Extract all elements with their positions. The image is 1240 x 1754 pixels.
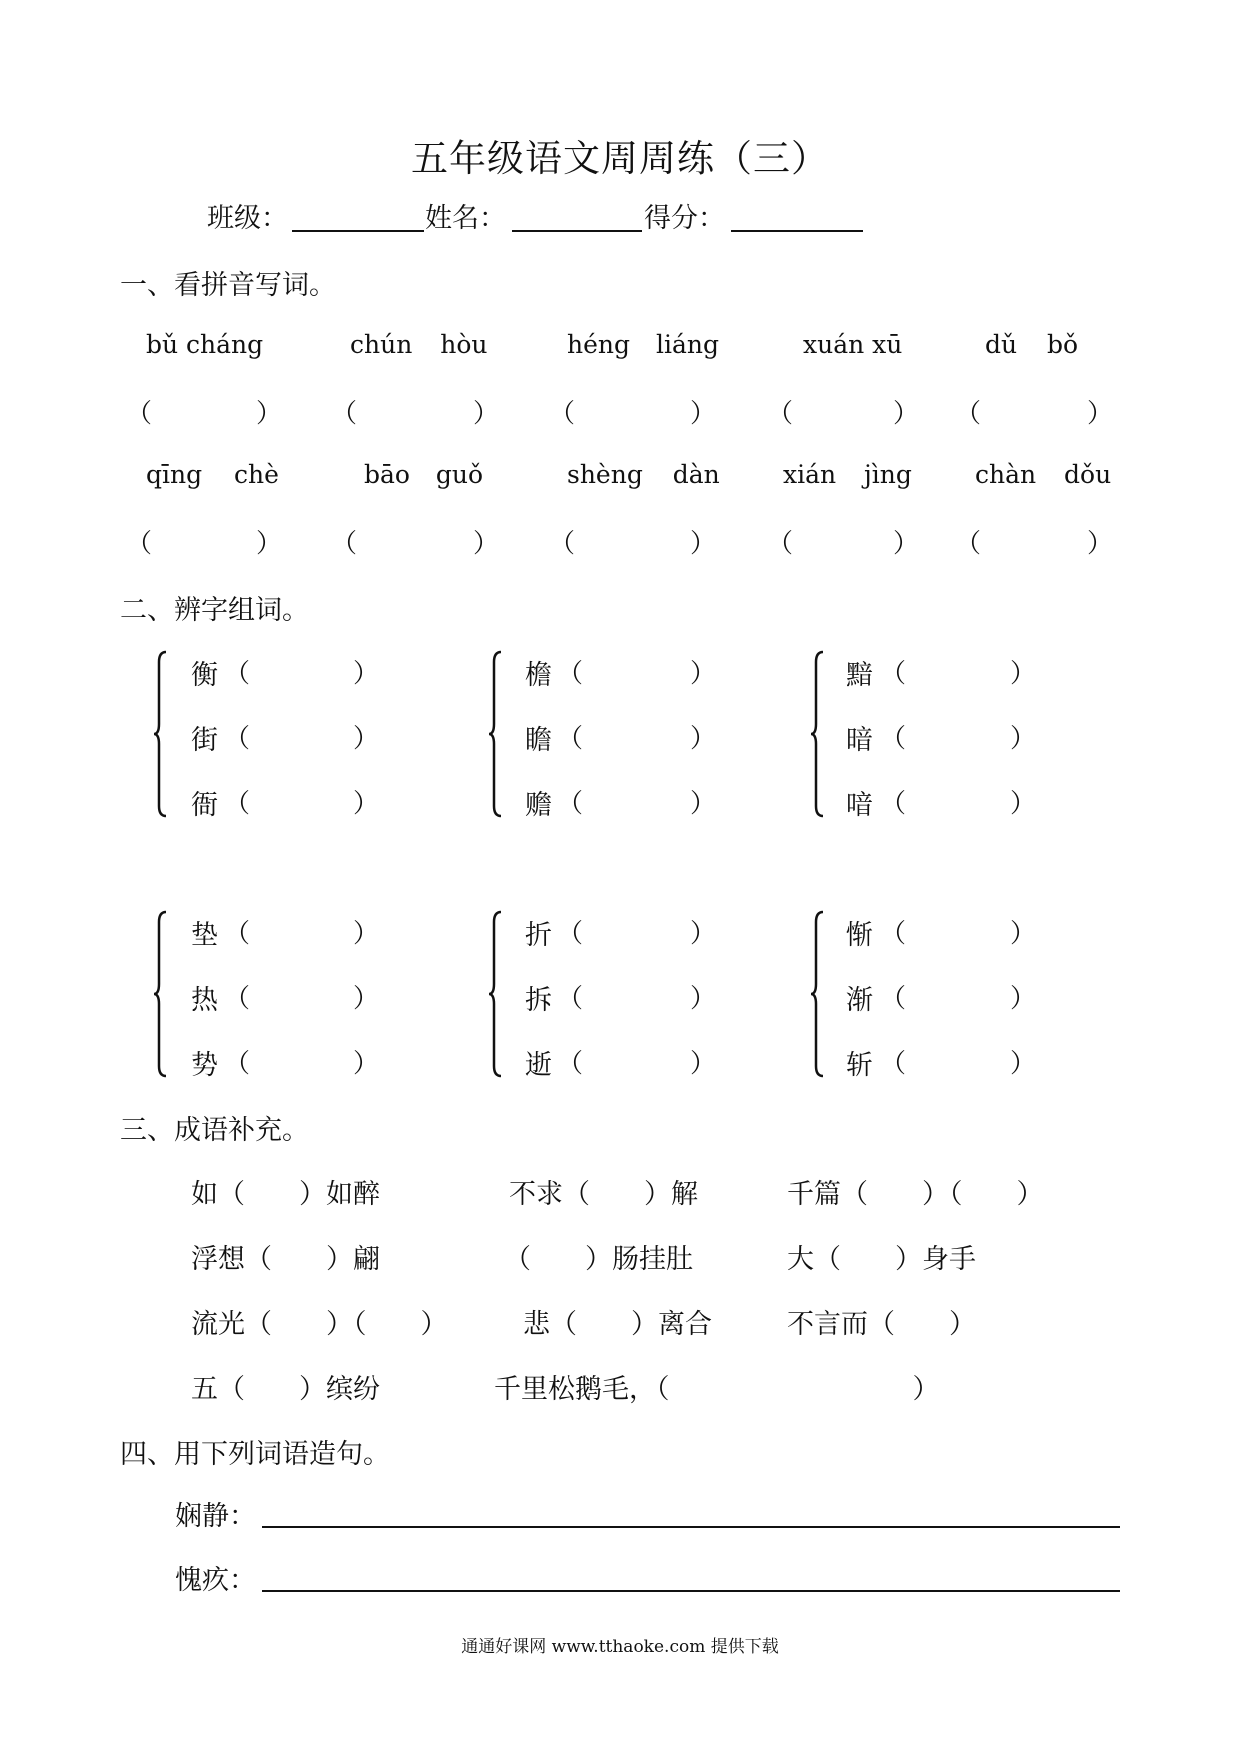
- score-label: 得分：: [644, 203, 725, 234]
- group-char: 渐: [846, 985, 873, 1016]
- brace-icon: [153, 650, 167, 818]
- answer-blank[interactable]: [585, 518, 685, 556]
- close-paren: ）: [256, 529, 283, 559]
- open-paren: （: [955, 399, 982, 429]
- open-paren: （: [880, 984, 907, 1014]
- close-paren: ）: [1087, 529, 1114, 559]
- answer-blank[interactable]: [803, 388, 891, 426]
- idiom-item[interactable]: 浮想（ ）翩: [191, 1244, 380, 1275]
- pinyin-item: chún hòu: [350, 330, 488, 359]
- section-4-heading: 四、用下列词语造句。: [120, 1439, 390, 1470]
- close-paren: ）: [690, 529, 717, 559]
- idiom-item[interactable]: 流光（ ）（ ）: [191, 1309, 448, 1340]
- open-paren: （: [224, 1049, 251, 1079]
- open-paren: （: [557, 724, 584, 754]
- group-char: 拆: [525, 985, 552, 1016]
- answer-blank[interactable]: [991, 518, 1083, 556]
- footer-text: 通通好课网 www.tthaoke.com 提供下载: [461, 1637, 779, 1657]
- answer-blank[interactable]: [991, 388, 1083, 426]
- group-char: 喑: [846, 790, 873, 821]
- close-paren: ）: [473, 399, 500, 429]
- score-underline: [731, 230, 863, 232]
- section-1-heading: 一、看拼音写词。: [120, 270, 336, 301]
- close-paren: ）: [256, 399, 283, 429]
- open-paren: （: [767, 399, 794, 429]
- group-char: 赡: [525, 790, 552, 821]
- answer-blank[interactable]: [803, 518, 891, 556]
- pinyin-item: bǔ cháng: [146, 330, 264, 359]
- group-char: 热: [191, 985, 218, 1016]
- idiom-item[interactable]: 五（ ）缤纷: [191, 1374, 380, 1405]
- idiom-item[interactable]: （ ）肠挂肚: [504, 1244, 693, 1275]
- idiom-item[interactable]: 不求（ ）解: [509, 1179, 698, 1210]
- open-paren: （: [557, 659, 584, 689]
- brace-icon: [153, 910, 167, 1078]
- name-underline: [512, 230, 642, 232]
- answer-blank[interactable]: [162, 518, 252, 556]
- group-char: 瞻: [525, 725, 552, 756]
- pinyin-item: xuán xū: [803, 330, 903, 359]
- open-paren: （: [126, 399, 153, 429]
- open-paren: （: [557, 1049, 584, 1079]
- pinyin-item: xián jìng: [783, 460, 912, 489]
- close-paren: ）: [353, 724, 380, 754]
- idiom-item[interactable]: 悲（ ）离合: [523, 1309, 712, 1340]
- open-paren: （: [549, 529, 576, 559]
- sentence-line-1[interactable]: [262, 1526, 1120, 1528]
- close-paren: ）: [690, 919, 717, 949]
- close-paren: ）: [690, 984, 717, 1014]
- close-paren: ）: [1010, 919, 1037, 949]
- open-paren: （: [331, 529, 358, 559]
- open-paren: （: [557, 984, 584, 1014]
- open-paren: （: [557, 919, 584, 949]
- answer-blank[interactable]: [585, 388, 685, 426]
- open-paren: （: [549, 399, 576, 429]
- open-paren: （: [224, 789, 251, 819]
- open-paren: （: [224, 724, 251, 754]
- open-paren: （: [126, 529, 153, 559]
- open-paren: （: [224, 919, 251, 949]
- brace-icon: [488, 650, 502, 818]
- idiom-item[interactable]: 不言而（ ）: [787, 1309, 976, 1340]
- idiom-item[interactable]: 大（ ）身手: [787, 1244, 976, 1275]
- sentence-word-2: 愧疚：: [175, 1565, 256, 1596]
- brace-icon: [488, 910, 502, 1078]
- sentence-line-2[interactable]: [262, 1590, 1120, 1592]
- brace-icon: [810, 910, 824, 1078]
- open-paren: （: [224, 659, 251, 689]
- section-2-heading: 二、辨字组词。: [120, 595, 309, 626]
- pinyin-item: chàn dǒu: [975, 460, 1112, 489]
- close-paren: ）: [893, 399, 920, 429]
- answer-blank[interactable]: [162, 388, 252, 426]
- group-char: 暗: [846, 725, 873, 756]
- idiom-item[interactable]: 千篇（ ）（ ）: [787, 1179, 1044, 1210]
- class-underline: [292, 230, 424, 232]
- section-3-heading: 三、成语补充。: [120, 1115, 309, 1146]
- close-paren: ）: [690, 1049, 717, 1079]
- close-paren: ）: [1087, 399, 1114, 429]
- group-char: 衡: [191, 660, 218, 691]
- group-char: 逝: [525, 1050, 552, 1081]
- name-label: 姓名：: [425, 203, 506, 234]
- pinyin-item: dǔ bǒ: [985, 330, 1079, 359]
- answer-blank[interactable]: [367, 518, 467, 556]
- close-paren: ）: [690, 724, 717, 754]
- open-paren: （: [955, 529, 982, 559]
- close-paren: ）: [353, 1049, 380, 1079]
- close-paren: ）: [353, 659, 380, 689]
- sentence-word-1: 娴静：: [175, 1501, 256, 1532]
- close-paren: ）: [473, 529, 500, 559]
- open-paren: （: [880, 659, 907, 689]
- open-paren: （: [767, 529, 794, 559]
- close-paren: ）: [1010, 984, 1037, 1014]
- pinyin-item: shèng dàn: [567, 460, 720, 489]
- idiom-item[interactable]: 千里松鹅毛，（ ）: [494, 1374, 940, 1405]
- group-char: 斩: [846, 1050, 873, 1081]
- close-paren: ）: [1010, 659, 1037, 689]
- open-paren: （: [880, 724, 907, 754]
- group-char: 势: [191, 1050, 218, 1081]
- group-char: 折: [525, 920, 552, 951]
- open-paren: （: [557, 789, 584, 819]
- close-paren: ）: [1010, 724, 1037, 754]
- close-paren: ）: [353, 984, 380, 1014]
- open-paren: （: [880, 1049, 907, 1079]
- class-label: 班级：: [207, 203, 288, 234]
- close-paren: ）: [353, 919, 380, 949]
- brace-icon: [810, 650, 824, 818]
- close-paren: ）: [690, 399, 717, 429]
- close-paren: ）: [1010, 789, 1037, 819]
- pinyin-item: qīng chè: [146, 460, 279, 489]
- group-char: 惭: [846, 920, 873, 951]
- group-char: 衙: [191, 790, 218, 821]
- answer-blank[interactable]: [367, 388, 467, 426]
- open-paren: （: [224, 984, 251, 1014]
- group-char: 黯: [846, 660, 873, 691]
- pinyin-item: bāo guǒ: [364, 460, 484, 489]
- close-paren: ）: [690, 659, 717, 689]
- group-char: 檐: [525, 660, 552, 691]
- group-char: 垫: [191, 920, 218, 951]
- close-paren: ）: [353, 789, 380, 819]
- page-title: 五年级语文周周练（三）: [411, 137, 829, 180]
- open-paren: （: [880, 919, 907, 949]
- group-char: 街: [191, 725, 218, 756]
- close-paren: ）: [690, 789, 717, 819]
- idiom-item[interactable]: 如（ ）如醉: [191, 1179, 380, 1210]
- open-paren: （: [331, 399, 358, 429]
- open-paren: （: [880, 789, 907, 819]
- close-paren: ）: [893, 529, 920, 559]
- close-paren: ）: [1010, 1049, 1037, 1079]
- pinyin-item: héng liáng: [567, 330, 719, 359]
